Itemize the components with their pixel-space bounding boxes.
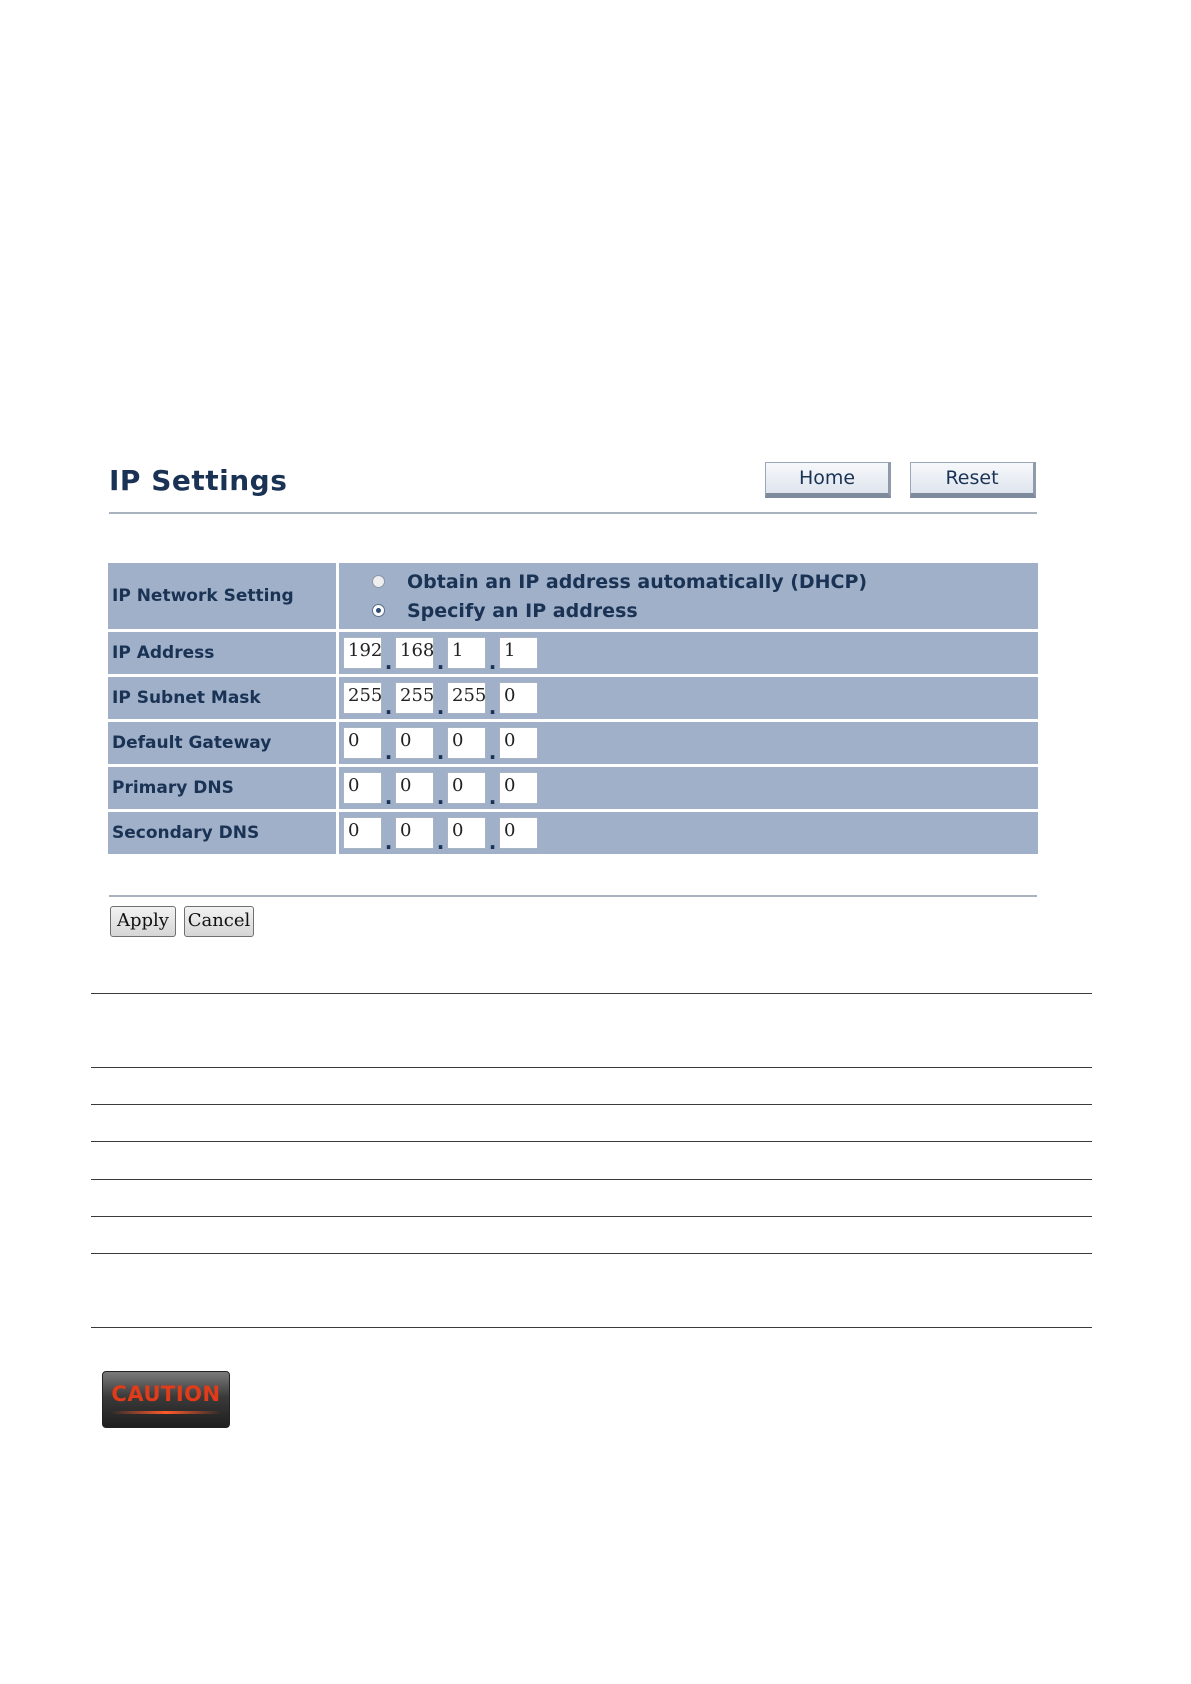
row-label: Default Gateway	[108, 722, 339, 764]
default-gateway-octet-4[interactable]: 0	[499, 727, 538, 759]
ip-address-octet-4[interactable]: 1	[499, 637, 538, 669]
octet-separator: .	[436, 695, 445, 719]
static-ip-option[interactable]	[343, 596, 1038, 625]
default-gateway-octet-3[interactable]: 0	[447, 727, 486, 759]
document-table-line	[91, 1179, 1092, 1180]
ip-settings-table	[108, 560, 1038, 857]
octet-separator: .	[436, 650, 445, 674]
ip-network-setting-row	[108, 563, 1038, 629]
static-ip-option-label: Specify an IP address	[407, 599, 638, 622]
row-label: IP Address	[108, 632, 339, 674]
default-gateway-input-group	[343, 727, 1038, 764]
ip-address-octet-3[interactable]: 1	[447, 637, 486, 669]
octet-separator: .	[384, 695, 393, 719]
primary-dns-octet-3[interactable]: 0	[447, 772, 486, 804]
secondary-dns-octet-3[interactable]: 0	[447, 817, 486, 849]
document-table-line	[91, 1067, 1092, 1068]
octet-separator: .	[488, 830, 497, 854]
secondary-dns-octet-1[interactable]: 0	[343, 817, 382, 849]
primary-dns-input-group	[343, 772, 1038, 809]
default-gateway-octet-1[interactable]: 0	[343, 727, 382, 759]
home-button[interactable]: Home	[765, 462, 891, 498]
default-gateway-octet-2[interactable]: 0	[395, 727, 434, 759]
ip-address-octet-1[interactable]: 192	[343, 637, 382, 669]
reset-button[interactable]: Reset	[910, 462, 1036, 498]
document-table-line	[91, 1253, 1092, 1254]
page-title: IP Settings	[109, 464, 288, 497]
apply-button[interactable]: Apply	[110, 906, 176, 937]
octet-separator: .	[488, 695, 497, 719]
ip-address-input-group	[343, 637, 1038, 674]
subnet-mask-octet-4[interactable]: 0	[499, 682, 538, 714]
primary-dns-octet-4[interactable]: 0	[499, 772, 538, 804]
primary-dns-row	[108, 767, 1038, 809]
default-gateway-row	[108, 722, 1038, 764]
octet-separator: .	[436, 785, 445, 809]
network-setting-options	[339, 563, 1038, 629]
octet-separator: .	[384, 830, 393, 854]
primary-dns-octet-2[interactable]: 0	[395, 772, 434, 804]
ip-address-octet-2[interactable]: 168	[395, 637, 434, 669]
octet-separator: .	[488, 740, 497, 764]
document-table-line	[91, 1327, 1092, 1328]
document-table-line	[91, 1216, 1092, 1217]
subnet-mask-octet-2[interactable]: 255	[395, 682, 434, 714]
caution-label: CAUTION	[111, 1382, 221, 1406]
row-label: IP Network Setting	[108, 563, 339, 629]
form-divider	[109, 895, 1037, 897]
caution-badge	[102, 1371, 230, 1428]
dhcp-option-label: Obtain an IP address automatically (DHCP)	[407, 570, 868, 593]
subnet-mask-input-group	[343, 682, 1038, 719]
row-label: Primary DNS	[108, 767, 339, 809]
octet-separator: .	[488, 785, 497, 809]
secondary-dns-octet-2[interactable]: 0	[395, 817, 434, 849]
secondary-dns-input-group	[343, 817, 1038, 854]
subnet-mask-octet-3[interactable]: 255	[447, 682, 486, 714]
subnet-mask-row	[108, 677, 1038, 719]
octet-separator: .	[436, 740, 445, 764]
row-label: Secondary DNS	[108, 812, 339, 854]
document-table-line	[91, 993, 1092, 994]
secondary-dns-row	[108, 812, 1038, 854]
octet-separator: .	[384, 785, 393, 809]
ip-address-row	[108, 632, 1038, 674]
octet-separator: .	[384, 740, 393, 764]
dhcp-option[interactable]	[343, 567, 1038, 596]
primary-dns-octet-1[interactable]: 0	[343, 772, 382, 804]
document-table-line	[91, 1141, 1092, 1142]
document-table-line	[91, 1104, 1092, 1105]
secondary-dns-octet-4[interactable]: 0	[499, 817, 538, 849]
octet-separator: .	[488, 650, 497, 674]
caution-glow	[111, 1411, 221, 1414]
subnet-mask-octet-1[interactable]: 255	[343, 682, 382, 714]
cancel-button[interactable]: Cancel	[184, 906, 254, 937]
octet-separator: .	[384, 650, 393, 674]
octet-separator: .	[436, 830, 445, 854]
dhcp-radio[interactable]	[372, 575, 385, 588]
title-divider	[109, 512, 1037, 514]
static-ip-radio[interactable]	[372, 604, 385, 617]
row-label: IP Subnet Mask	[108, 677, 339, 719]
